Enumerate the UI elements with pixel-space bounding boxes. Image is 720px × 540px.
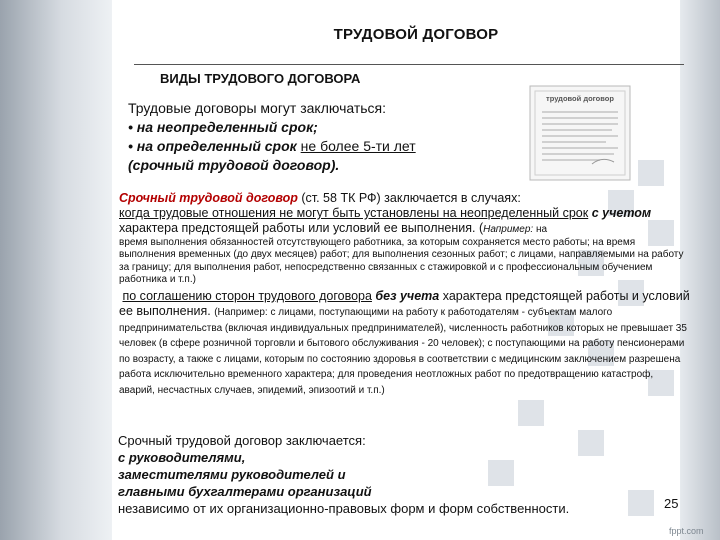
concluded-with-lead: Срочный трудовой договор заключается: — [118, 433, 366, 448]
case-one-example-lead: на — [533, 224, 548, 235]
concluded-with-block — [118, 432, 638, 517]
fixed-term-intro-text: (ст. 58 ТК РФ) заключается в случаях: — [297, 191, 521, 205]
case-two-emphasis: без учета — [371, 288, 440, 303]
case-one-emphasis: с учетом — [588, 206, 652, 220]
watermark: fppt.com — [669, 526, 704, 536]
fixed-term-cases — [119, 191, 691, 398]
concluded-with-tail: независимо от их организационно-правовых форм и форм собственности. — [118, 501, 570, 516]
case-one-condition: когда трудовые отношения не могут быть установлены на неопределенный срок — [119, 206, 589, 220]
fixed-term-intro — [119, 191, 691, 206]
case-two — [119, 289, 691, 398]
concluded-with-accountants: главными бухгалтерами организаций — [118, 484, 372, 499]
slide-title: ТРУДОВОЙ ДОГОВОР — [333, 26, 499, 43]
case-two-condition: по соглашению сторон трудового договора — [122, 288, 372, 303]
slide-subtitle: ВИДЫ ТРУДОВОГО ДОГОВОРА — [160, 71, 361, 86]
case-one — [119, 206, 691, 237]
case-one-text: характера предстоящей работы или условий ее выполнения. ( — [119, 221, 484, 235]
case-two-example-label: (Например: — [214, 306, 268, 318]
type-fixed-limit: не более 5-ти лет — [300, 138, 416, 154]
case-two-examples: с лицами, поступающими на работу к работодателям - субъектам малого предпринимательства (включая индивидуальных предпринимателей), численность работников которых не превышает 35 человек (в сфере розничной торговли и бытового обслуживания - 20 человек); с поступающими на работу пенсионерами по возрасту, а также с лицами, которым по состоянию здоровья в соответствии с медицинским заключением разрешена работа исключительно временного характера; для проведения неотложных работ по предотвращению катастроф, аварий, несчастных случаев, эпидемий, эпизоотий и т.п.) — [119, 306, 687, 396]
type-fixed-note: (срочный трудовой договор). — [128, 157, 340, 173]
title-divider — [134, 64, 684, 65]
type-fixed — [128, 137, 488, 156]
type-indefinite: • на неопределенный срок; — [128, 119, 318, 135]
page-number: 25 — [664, 496, 679, 511]
intro-lead: Трудовые договоры могут заключаться: — [128, 100, 387, 116]
document-scroll-icon — [528, 84, 632, 182]
case-two-text: характера предстоящей работы и условий ее выполнения. — [119, 288, 690, 318]
fixed-term-label: Срочный трудовой договор — [119, 191, 298, 205]
left-background-panel — [0, 0, 112, 540]
contract-types-list — [128, 99, 488, 175]
concluded-with-deputies: заместителями руководителей и — [118, 467, 346, 482]
document-label: трудовой договор — [546, 94, 614, 103]
case-one-example-label: Например: — [483, 224, 534, 235]
case-one-examples: время выполнения обязанностей отсутствующего работника, за которым сохраняется место работы; на время выполнения временных (до двух месяцев) работ; для выполнения сезонных работ; с лицами, направляемыми на работу за границу; для выполнения работ, непосредственно связанных с стажировкой и с профессиональным обучением работника и т.п.) — [119, 236, 684, 286]
type-fixed-label: • на определенный срок — [128, 138, 301, 154]
concluded-with-managers: с руководителями, — [118, 450, 246, 465]
